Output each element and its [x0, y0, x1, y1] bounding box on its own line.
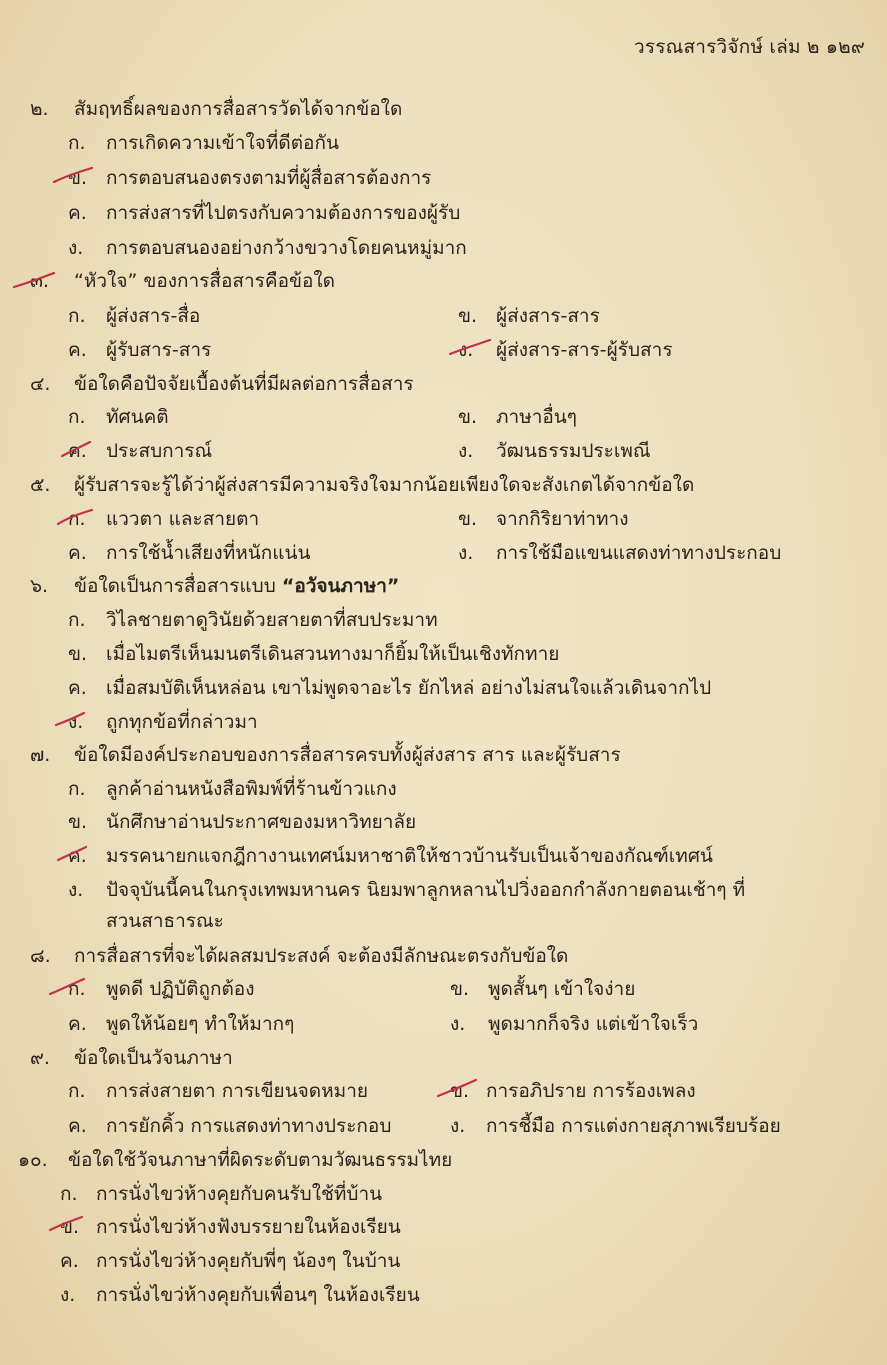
red-check-mark-icon — [56, 844, 100, 866]
option[interactable]: ง. วัฒนธรรมประเพณี — [458, 440, 651, 462]
option[interactable]: ข. พูดสั้นๆ เข้าใจง่าย — [450, 978, 636, 1000]
question-2 — [30, 96, 402, 122]
option-selected[interactable]: ข. การตอบสนองตรงตามที่ผู้สื่อสารต้องการ — [68, 167, 432, 189]
option-selected[interactable]: ก. แววตา และสายตา — [68, 508, 260, 530]
option-selected[interactable]: ก. พูดดี ปฏิบัติถูกต้อง — [68, 978, 255, 1000]
red-check-mark-icon — [448, 338, 492, 360]
red-check-mark-icon — [48, 976, 92, 998]
red-check-mark-icon — [54, 710, 98, 732]
option[interactable]: ก. ทัศนคติ — [68, 406, 169, 428]
red-check-mark-icon — [12, 270, 56, 292]
option[interactable]: ค. พูดให้น้อยๆ ทำให้มากๆ — [68, 1013, 295, 1035]
red-check-mark-icon — [56, 507, 100, 529]
option[interactable]: ก. การนั่งไขว่ห้างคุยกับคนรับใช้ที่บ้าน — [60, 1183, 383, 1205]
question-6: ๖. ข้อใดเป็นการสื่อสารแบบ “อวัจนภาษา” — [30, 575, 400, 597]
option-selected[interactable]: ค. ประสบการณ์ — [68, 440, 213, 462]
option[interactable]: ง. การชี้มือ การแต่งกายสุภาพเรียบร้อย — [450, 1115, 781, 1137]
question-7: ๗. ข้อใดมีองค์ประกอบของการสื่อสารครบทั้งผู้ส่งสาร สาร และผู้รับสาร — [30, 744, 621, 766]
option[interactable]: ค. การยักคิ้ว การแสดงท่าทางประกอบ — [68, 1115, 392, 1137]
option-selected[interactable]: ง. ผู้ส่งสาร-สาร-ผู้รับสาร — [458, 339, 673, 361]
option-selected[interactable]: ข. การอภิปราย การร้องเพลง — [450, 1080, 696, 1102]
option[interactable]: ง. การใช้มือแขนแสดงท่าทางประกอบ — [458, 542, 782, 564]
question-8: ๘. การสื่อสารที่จะได้ผลสมประสงค์ จะต้องมีลักษณะตรงกับข้อใด — [30, 945, 569, 967]
option[interactable]: ข. ภาษาอื่นๆ — [458, 406, 577, 428]
option[interactable]: ง. การนั่งไขว่ห้างคุยกับเพื่อนๆ ในห้องเรียน — [60, 1284, 420, 1306]
question-3: ๓. “หัวใจ” ของการสื่อสารคือข้อใด — [30, 270, 335, 292]
option[interactable]: ข. ผู้ส่งสาร-สาร — [458, 305, 600, 327]
option[interactable]: ค. การส่งสารที่ไปตรงกับความต้องการของผู้รับ — [68, 202, 461, 224]
option[interactable]: ง. ปัจจุบันนี้คนในกรุงเทพมหานคร นิยมพาลูกหลานไปวิ่งออกกำลังกายตอนเช้าๆ ที่ — [68, 879, 746, 901]
red-check-mark-icon — [52, 166, 96, 188]
question-9: ๙. ข้อใดเป็นวัจนภาษา — [30, 1047, 233, 1069]
option[interactable]: ก. การส่งสายตา การเขียนจดหมาย — [68, 1080, 369, 1102]
option[interactable]: ข. จากกิริยาท่าทาง — [458, 508, 629, 530]
option[interactable]: ก. ผู้ส่งสาร-สื่อ — [68, 305, 201, 327]
option[interactable]: ข. เมื่อไมตรีเห็นมนตรีเดินสวนทางมาก็ยิ้มให้เป็นเชิงทักทาย — [68, 643, 560, 665]
option-selected[interactable]: ข. การนั่งไขว่ห้างฟังบรรยายในห้องเรียน — [60, 1216, 401, 1238]
option[interactable]: ก. วิไลชายตาดูวินัยด้วยสายตาที่สบประมาท — [68, 609, 438, 631]
option[interactable]: ก. ลูกค้าอ่านหนังสือพิมพ์ที่ร้านข้าวแกง — [68, 778, 397, 800]
red-check-mark-icon — [436, 1078, 480, 1100]
question-10: ๑๐. ข้อใดใช้วัจนภาษาที่ผิดระดับตามวัฒนธรรมไทย — [18, 1149, 453, 1171]
option[interactable]: ค. เมื่อสมบัติเห็นหล่อน เขาไม่พูดจาอะไร ยักไหล่ อย่างไม่สนใจแล้วเดินจากไป — [68, 677, 712, 699]
option-selected[interactable]: ง. ถูกทุกข้อที่กล่าวมา — [68, 711, 258, 733]
question-number: ๒. — [30, 98, 49, 120]
option[interactable]: ค. การนั่งไขว่ห้างคุยกับพี่ๆ น้องๆ ในบ้าน — [60, 1250, 401, 1272]
option[interactable]: ค. ผู้รับสาร-สาร — [68, 339, 212, 361]
option[interactable]: ค. การใช้น้ำเสียงที่หนักแน่น — [68, 542, 311, 564]
question-5: ๕. ผู้รับสารจะรู้ได้ว่าผู้ส่งสารมีความจริงใจมากน้อยเพียงใดจะสังเกตได้จากข้อใด — [30, 474, 695, 496]
page-header: วรรณสารวิจักษ์ เล่ม ๒ ๑๒๙ — [633, 36, 865, 58]
red-check-mark-icon — [60, 440, 104, 462]
option[interactable]: ก. การเกิดความเข้าใจที่ดีต่อกัน — [68, 132, 339, 154]
red-check-mark-icon — [48, 1214, 92, 1236]
question-4: ๔. ข้อใดคือปัจจัยเบื้องต้นที่มีผลต่อการสื่อสาร — [30, 373, 414, 395]
option-continuation: สวนสาธารณะ — [106, 910, 224, 932]
option[interactable]: ง. พูดมากก็จริง แต่เข้าใจเร็ว — [450, 1013, 699, 1035]
option-selected[interactable]: ค. มรรคนายกแจกฎีกางานเทศน์มหาชาติให้ชาวบ้านรับเป็นเจ้าของกัณฑ์เทศน์ — [68, 845, 713, 867]
option[interactable]: ข. นักศึกษาอ่านประกาศของมหาวิทยาลัย — [68, 811, 417, 833]
question-text: สัมฤทธิ์ผลของการสื่อสารวัดได้จากข้อใด — [74, 98, 403, 120]
option[interactable]: ง. การตอบสนองอย่างกว้างขวางโดยคนหมู่มาก — [68, 237, 467, 259]
